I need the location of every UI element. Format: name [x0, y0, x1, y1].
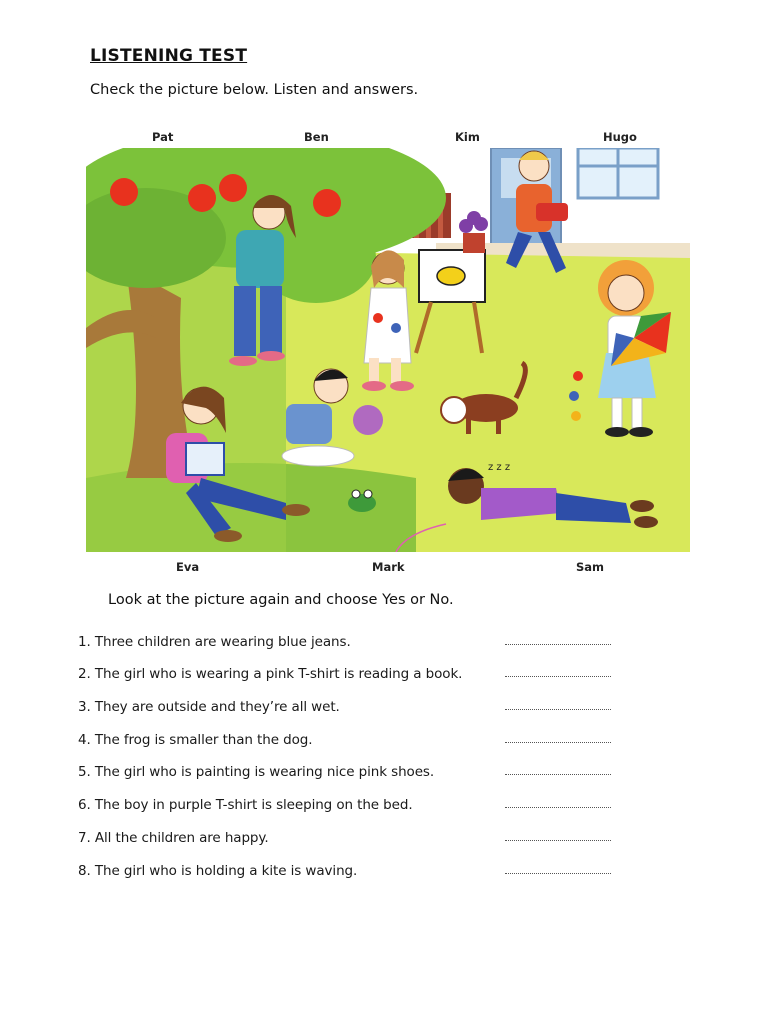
apple: [219, 174, 247, 202]
answer-blank[interactable]: [505, 740, 611, 743]
ball: [353, 405, 383, 435]
name-label-eva: Eva: [176, 560, 200, 574]
answer-blank[interactable]: [505, 805, 611, 808]
toy-car: [536, 203, 568, 221]
question-item: 2. The girl who is wearing a pink T-shirt is reading a book.: [78, 666, 463, 682]
instruction-text-2: Look at the picture again and choose Yes or No.: [108, 592, 454, 608]
name-label-kim: Kim: [455, 130, 480, 144]
question-item: 8. The girl who is holding a kite is waving.: [78, 863, 358, 879]
book: [186, 443, 224, 475]
answer-blank[interactable]: [505, 642, 611, 645]
apple: [313, 189, 341, 217]
name-label-mark: Mark: [372, 560, 405, 574]
question-item: 6. The boy in purple T-shirt is sleeping on the bed.: [78, 797, 413, 813]
page-title: LISTENING TEST: [90, 46, 248, 66]
apple: [110, 178, 138, 206]
answer-blank[interactable]: [505, 674, 611, 677]
question-item: 4. The frog is smaller than the dog.: [78, 732, 313, 748]
park-scene-illustration: [86, 148, 690, 552]
question-item: 7. All the children are happy.: [78, 830, 269, 846]
instruction-text: Check the picture below. Listen and answers.: [90, 82, 419, 98]
name-label-ben: Ben: [304, 130, 329, 144]
question-item: 3. They are outside and they’re all wet.: [78, 699, 340, 715]
answer-blank[interactable]: [505, 707, 611, 710]
answer-blank[interactable]: [505, 871, 611, 874]
apple: [188, 184, 216, 212]
answer-blank[interactable]: [505, 838, 611, 841]
name-label-sam: Sam: [576, 560, 605, 574]
question-item: 5. The girl who is painting is wearing nice pink shoes.: [78, 764, 435, 780]
svg-text:z z z: z z z: [488, 462, 511, 473]
question-item: 1. Three children are wearing blue jeans.: [78, 634, 351, 650]
name-label-pat: Pat: [152, 130, 174, 144]
answer-blank[interactable]: [505, 772, 611, 775]
name-label-hugo: Hugo: [603, 130, 637, 144]
